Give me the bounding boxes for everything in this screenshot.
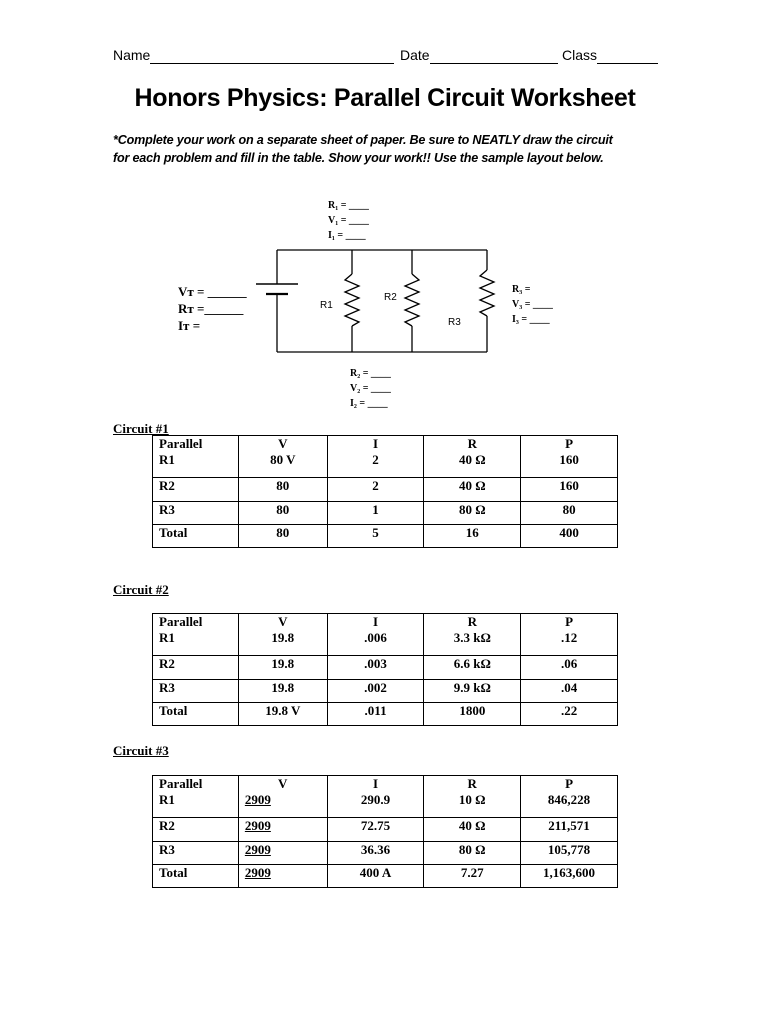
circuit-2-title: Circuit #2 bbox=[113, 582, 169, 597]
table-row bbox=[153, 478, 618, 502]
header-parallel: Parallel bbox=[159, 776, 203, 791]
circuit-3-title: Circuit #3 bbox=[113, 743, 169, 758]
header-r: R bbox=[467, 436, 477, 451]
instructions-line-2: for each problem and fill in the table. Show your work!! Use the sample layout below. bbox=[113, 151, 604, 165]
value: .22 bbox=[521, 703, 618, 726]
value: .003 bbox=[327, 656, 424, 680]
row-label: R2 bbox=[153, 478, 239, 502]
value: 160 bbox=[559, 452, 579, 467]
row-label: Total bbox=[153, 525, 239, 548]
rt-label: Rᴛ =______ bbox=[178, 301, 244, 316]
value: 6.6 kΩ bbox=[424, 656, 521, 680]
resistor-r2 bbox=[405, 274, 419, 326]
value: 400 bbox=[521, 525, 618, 548]
cell bbox=[521, 776, 618, 818]
value: 2 bbox=[372, 452, 379, 467]
i3-label: I₃ = ____ bbox=[512, 314, 550, 325]
name-label: Name bbox=[113, 47, 151, 63]
table-row bbox=[153, 656, 618, 680]
table-row bbox=[153, 525, 618, 548]
cell bbox=[424, 614, 521, 656]
value: 1 bbox=[327, 502, 424, 525]
r1-diagram-label: R1 bbox=[320, 300, 333, 311]
student-info-header bbox=[113, 47, 658, 67]
header-p: P bbox=[565, 614, 574, 629]
class-field[interactable] bbox=[597, 63, 658, 64]
header-r: R bbox=[467, 614, 478, 629]
value: 2909 bbox=[244, 792, 271, 807]
class-label: Class bbox=[562, 47, 598, 63]
circuit-2-table bbox=[152, 613, 618, 726]
total-labels bbox=[178, 283, 247, 334]
it-label: Iᴛ = bbox=[178, 318, 201, 333]
header-parallel: Parallel bbox=[159, 614, 203, 629]
page-title: Honors Physics: Parallel Circuit Worksheet bbox=[134, 84, 636, 112]
r1-label: R₁ = ____ bbox=[328, 200, 369, 211]
row-label: R1 bbox=[159, 630, 175, 645]
value: 40 Ω bbox=[424, 478, 521, 502]
cell bbox=[424, 436, 521, 478]
row-label: Total bbox=[153, 703, 239, 726]
circuit-3-table bbox=[152, 775, 618, 888]
value: 19.8 V bbox=[238, 703, 327, 726]
date-label: Date bbox=[400, 47, 430, 63]
value: 40 Ω bbox=[458, 452, 486, 467]
header-i: I bbox=[373, 436, 379, 451]
value: 80 bbox=[521, 502, 618, 525]
cell bbox=[521, 436, 618, 478]
value: 846,228 bbox=[547, 792, 591, 807]
header-v: V bbox=[278, 436, 288, 451]
value: 19.8 bbox=[238, 680, 327, 703]
v3-label: V₃ = ____ bbox=[512, 299, 553, 310]
value: 19.8 bbox=[238, 656, 327, 680]
row-label: R1 bbox=[159, 452, 175, 467]
header-i: I bbox=[372, 776, 379, 791]
table-row bbox=[153, 818, 618, 842]
table-row bbox=[153, 502, 618, 525]
table-row bbox=[153, 865, 618, 888]
circuit-1-title: Circuit #1 bbox=[113, 421, 169, 436]
value: .011 bbox=[327, 703, 424, 726]
row-label: R3 bbox=[153, 842, 239, 865]
table-row bbox=[153, 680, 618, 703]
cell bbox=[153, 776, 239, 818]
parallel-circuit-diagram bbox=[240, 240, 500, 360]
value: 80 bbox=[238, 478, 327, 502]
value: 400 A bbox=[327, 865, 424, 888]
r2-diagram-label: R2 bbox=[384, 292, 397, 303]
value: 72.75 bbox=[327, 818, 424, 842]
resistor-r1 bbox=[345, 274, 359, 326]
instructions-line-1: *Complete your work on a separate sheet of paper. Be sure to NEATLY draw the circuit bbox=[113, 133, 613, 147]
cell bbox=[238, 614, 327, 656]
value: 80 Ω bbox=[424, 842, 521, 865]
table-row bbox=[153, 703, 618, 726]
row-label: R1 bbox=[159, 792, 175, 807]
cell bbox=[327, 776, 424, 818]
value: 80 V bbox=[270, 452, 296, 467]
cell bbox=[153, 436, 239, 478]
row-label: R3 bbox=[153, 502, 239, 525]
value: 290.9 bbox=[360, 792, 391, 807]
row-label: R3 bbox=[153, 680, 239, 703]
value: 3.3 kΩ bbox=[453, 630, 491, 645]
value: 211,571 bbox=[521, 818, 618, 842]
header-parallel: Parallel bbox=[159, 436, 203, 451]
value: 80 bbox=[238, 525, 327, 548]
header-p: P bbox=[565, 776, 574, 791]
value: 2 bbox=[327, 478, 424, 502]
value: 36.36 bbox=[327, 842, 424, 865]
value: 7.27 bbox=[424, 865, 521, 888]
circuit-1-table bbox=[152, 435, 618, 548]
date-field[interactable] bbox=[430, 63, 558, 64]
cell bbox=[424, 776, 521, 818]
value: .12 bbox=[560, 630, 578, 645]
table-row bbox=[153, 436, 618, 478]
value: .006 bbox=[364, 630, 387, 645]
r2-label: R₂ = ____ bbox=[350, 368, 391, 379]
table-row bbox=[153, 614, 618, 656]
cell bbox=[327, 614, 424, 656]
value: 16 bbox=[424, 525, 521, 548]
value: 160 bbox=[521, 478, 618, 502]
cell bbox=[153, 614, 239, 656]
bottom-resistor-labels bbox=[350, 366, 391, 411]
value: 105,778 bbox=[521, 842, 618, 865]
cell bbox=[238, 776, 327, 818]
header-v: V bbox=[278, 776, 288, 791]
top-resistor-labels bbox=[328, 198, 369, 243]
header-p: P bbox=[565, 436, 574, 451]
cell bbox=[521, 614, 618, 656]
header-i: I bbox=[373, 614, 379, 629]
v2-label: V₂ = ____ bbox=[350, 383, 391, 394]
value: 5 bbox=[327, 525, 424, 548]
instructions bbox=[113, 131, 673, 167]
value: .002 bbox=[327, 680, 424, 703]
value: 9.9 kΩ bbox=[424, 680, 521, 703]
cell bbox=[238, 436, 327, 478]
row-label: R2 bbox=[153, 656, 239, 680]
resistor-r3 bbox=[480, 270, 494, 316]
i1-label: I₁ = ____ bbox=[328, 230, 366, 241]
value: 2909 bbox=[238, 865, 327, 888]
row-label: Total bbox=[153, 865, 239, 888]
value: 80 Ω bbox=[424, 502, 521, 525]
table-row bbox=[153, 776, 618, 818]
value: 2909 bbox=[238, 818, 327, 842]
value: 1,163,600 bbox=[521, 865, 618, 888]
value: .04 bbox=[521, 680, 618, 703]
header-r: R bbox=[467, 776, 477, 791]
r3-diagram-label: R3 bbox=[448, 317, 461, 328]
name-field[interactable] bbox=[150, 63, 394, 64]
vt-label: Vᴛ = ______ bbox=[178, 284, 247, 299]
value: 1800 bbox=[424, 703, 521, 726]
right-resistor-labels bbox=[512, 282, 553, 327]
table-row bbox=[153, 842, 618, 865]
i2-label: I₂ = ____ bbox=[350, 398, 388, 409]
value: 80 bbox=[238, 502, 327, 525]
cell bbox=[327, 436, 424, 478]
value: 10 Ω bbox=[458, 792, 486, 807]
value: .06 bbox=[521, 656, 618, 680]
r3-label: R₃ = bbox=[512, 284, 531, 295]
row-label: R2 bbox=[153, 818, 239, 842]
header-v: V bbox=[278, 614, 288, 629]
value: 40 Ω bbox=[424, 818, 521, 842]
v1-label: V₁ = ____ bbox=[328, 215, 369, 226]
value: 19.8 bbox=[271, 630, 295, 645]
value: 2909 bbox=[238, 842, 327, 865]
